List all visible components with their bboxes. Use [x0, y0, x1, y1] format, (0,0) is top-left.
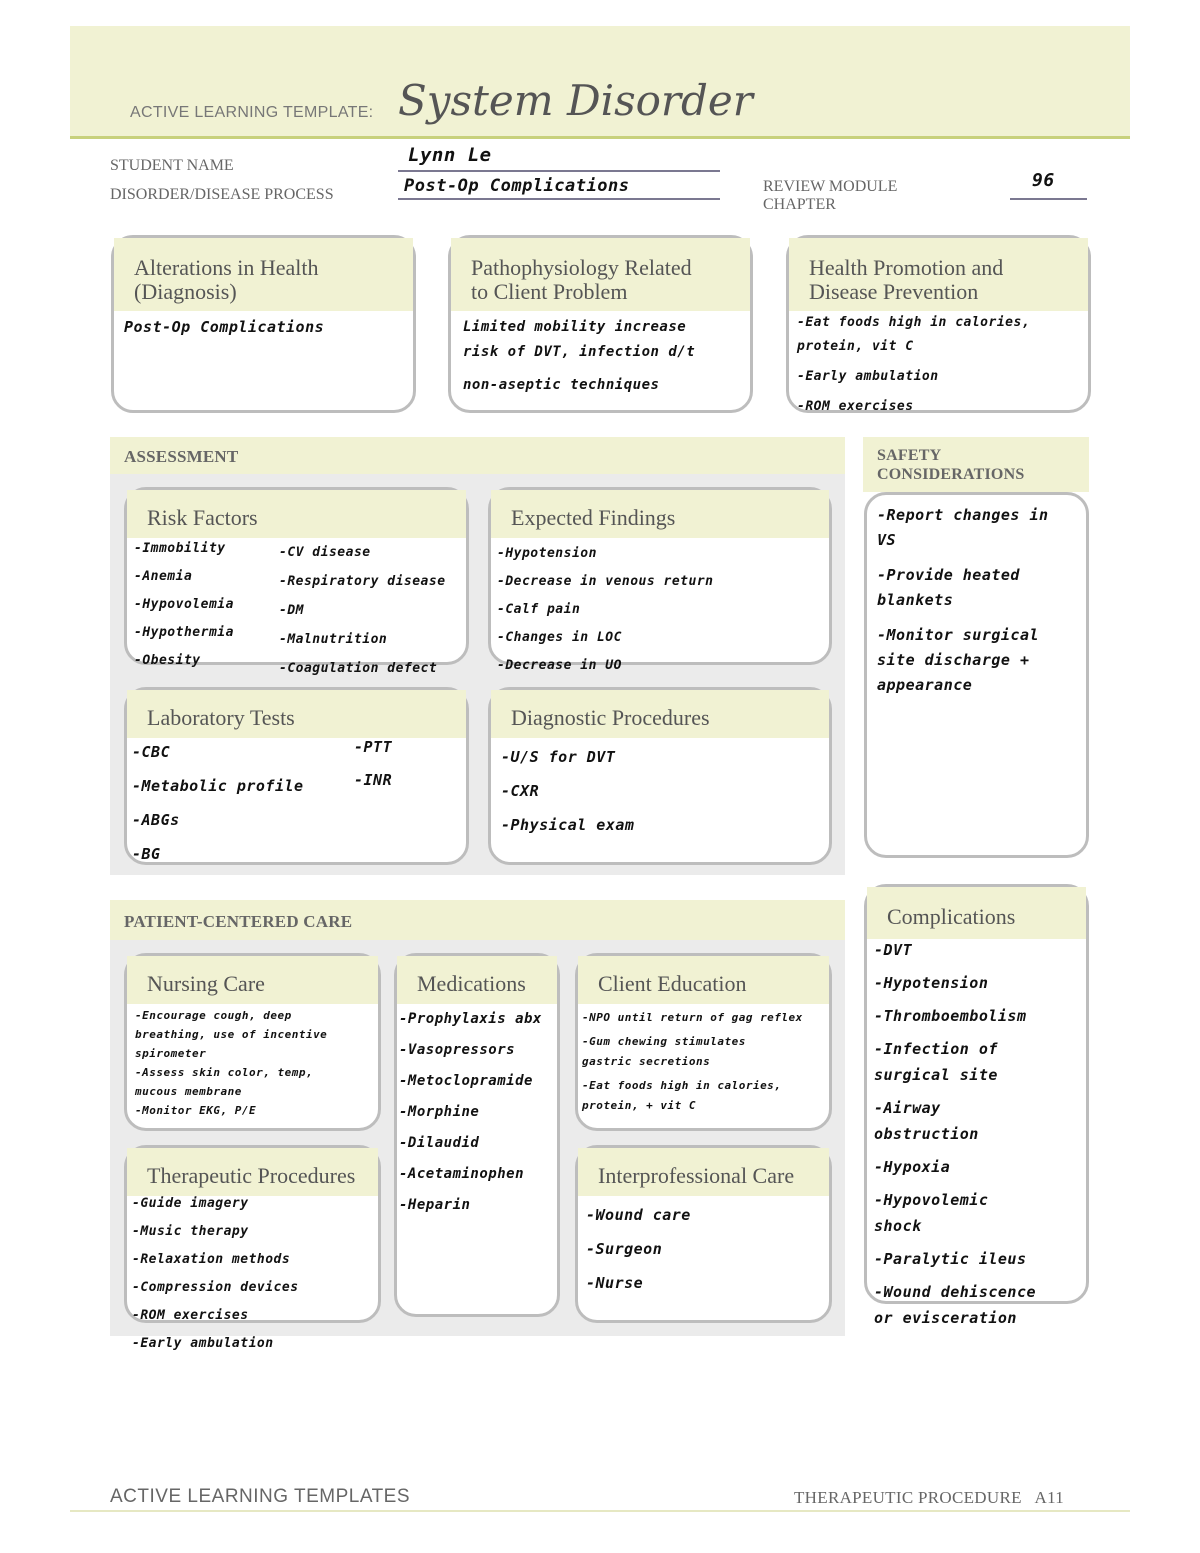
- client-education-item: protein, + vit C: [582, 1099, 696, 1112]
- interprofessional-item: -Surgeon: [586, 1240, 663, 1258]
- client-education-item: -Gum chewing stimulates: [582, 1035, 746, 1048]
- nursing-care-item: mucous membrane: [135, 1085, 242, 1098]
- review-underline: [1010, 198, 1087, 200]
- laboratory-tests-col-1[interactable]: [132, 735, 304, 871]
- complication-item: -Infection of: [874, 1040, 998, 1058]
- expected-findings-content[interactable]: [491, 538, 829, 682]
- review-label-line-2: CHAPTER: [763, 196, 836, 213]
- complication-item: obstruction: [874, 1125, 979, 1143]
- safety-item: blankets: [877, 591, 954, 609]
- medications-header: Medications: [397, 956, 557, 1004]
- complication-item: -DVT: [874, 941, 913, 959]
- client-education-item: gastric secretions: [582, 1055, 711, 1068]
- risk-factor-item: -Coagulation defect: [279, 661, 438, 676]
- health-promotion-title-2: Disease Prevention: [809, 279, 979, 304]
- interprofessional-item: -Nurse: [586, 1274, 644, 1292]
- nursing-care-item: spirometer: [135, 1047, 207, 1060]
- review-module-value[interactable]: 96: [1032, 170, 1055, 191]
- medication-item: -Metoclopramide: [399, 1073, 533, 1089]
- alterations-header: [114, 238, 413, 311]
- therapeutic-item: -Relaxation methods: [132, 1252, 291, 1267]
- pathophysiology-header: [451, 238, 750, 311]
- lab-test-item: -ABGs: [132, 811, 180, 829]
- safety-item: VS: [877, 531, 897, 549]
- disorder-label: DISORDER/DISEASE PROCESS: [110, 186, 334, 203]
- health-promotion-title-1: Health Promotion and: [809, 255, 1004, 280]
- lab-test-item: -Metabolic profile: [132, 777, 304, 795]
- medications-box: [394, 953, 560, 1317]
- interprofessional-item: -Wound care: [586, 1206, 691, 1224]
- disorder-underline: [398, 198, 720, 200]
- risk-factor-item: -DM: [279, 603, 304, 618]
- pathophysiology-line: risk of DVT, infection d/t: [463, 344, 696, 360]
- expected-findings-header: Expected Findings: [491, 490, 829, 538]
- review-label-line-1: REVIEW MODULE: [763, 178, 898, 195]
- interprofessional-care-box: [575, 1145, 832, 1323]
- student-name-value[interactable]: Lynn Le: [408, 144, 492, 166]
- complication-item: -Airway: [874, 1099, 941, 1117]
- alterations-title-1: Alterations in Health: [134, 255, 319, 280]
- medications-content[interactable]: [397, 1004, 557, 1221]
- risk-factor-item: -Respiratory disease: [279, 574, 446, 589]
- risk-factor-item: -Obesity: [134, 653, 201, 668]
- expected-finding-item: -Changes in LOC: [497, 630, 622, 645]
- nursing-care-item: -Monitor EKG, P/E: [135, 1104, 257, 1117]
- health-promotion-line: -Early ambulation: [797, 369, 939, 384]
- safety-content: [867, 495, 1086, 706]
- lab-test-item: -INR: [354, 771, 393, 789]
- template-label: ACTIVE LEARNING TEMPLATE:: [130, 104, 374, 121]
- risk-factor-item: -Malnutrition: [279, 632, 388, 647]
- client-education-item: -Eat foods high in calories,: [582, 1079, 782, 1092]
- alterations-box: [111, 235, 416, 413]
- health-promotion-content[interactable]: [789, 311, 1088, 419]
- medication-item: -Vasopressors: [399, 1042, 516, 1058]
- diagnostic-procedures-content[interactable]: [491, 738, 829, 844]
- complications-content[interactable]: [874, 937, 1036, 1331]
- complication-item: -Paralytic ileus: [874, 1250, 1027, 1268]
- header-divider: [70, 136, 1130, 139]
- footer-left: ACTIVE LEARNING TEMPLATES: [110, 1486, 411, 1507]
- patient-centered-header: PATIENT-CENTERED CARE: [110, 900, 845, 940]
- nursing-care-header: Nursing Care: [127, 956, 378, 1004]
- safety-item: appearance: [877, 676, 973, 694]
- template-title: System Disorder: [398, 76, 753, 125]
- complication-item: or evisceration: [874, 1309, 1017, 1327]
- lab-test-item: -CBC: [132, 743, 171, 761]
- pathophysiology-title-2: to Client Problem: [471, 279, 628, 304]
- therapeutic-item: -Guide imagery: [132, 1196, 249, 1211]
- therapeutic-item: -Early ambulation: [132, 1336, 274, 1351]
- safety-label-2: CONSIDERATIONS: [877, 466, 1025, 483]
- laboratory-tests-col-2[interactable]: [354, 731, 392, 797]
- assessment-header: ASSESSMENT: [110, 437, 845, 474]
- nursing-care-item: -Assess skin color, temp,: [135, 1066, 314, 1079]
- disorder-value[interactable]: Post-Op Complications: [404, 176, 630, 196]
- medication-item: -Morphine: [399, 1104, 480, 1120]
- therapeutic-item: -ROM exercises: [132, 1308, 249, 1323]
- alterations-title-2: (Diagnosis): [134, 279, 237, 304]
- pathophysiology-box: [448, 235, 753, 413]
- safety-box[interactable]: [864, 492, 1089, 858]
- pathophysiology-line: non-aseptic techniques: [463, 377, 660, 393]
- risk-factor-item: -CV disease: [279, 545, 371, 560]
- interprofessional-care-header: Interprofessional Care: [578, 1148, 829, 1196]
- nursing-care-item: -Encourage cough, deep: [135, 1009, 292, 1022]
- medication-item: -Heparin: [399, 1197, 471, 1213]
- diagnostic-item: -CXR: [501, 782, 540, 800]
- complication-item: -Wound dehiscence: [874, 1283, 1037, 1301]
- nursing-care-item: breathing, use of incentive: [135, 1028, 328, 1041]
- laboratory-tests-header: Laboratory Tests: [127, 690, 466, 738]
- safety-item: -Monitor surgical: [877, 626, 1040, 644]
- medication-item: -Prophylaxis abx: [399, 1011, 542, 1027]
- pathophysiology-line: Limited mobility increase: [463, 319, 687, 335]
- footer-divider: [70, 1510, 1130, 1512]
- complication-item: -Thromboembolism: [874, 1007, 1027, 1025]
- pathophysiology-content[interactable]: [451, 311, 750, 402]
- expected-finding-item: -Hypotension: [497, 546, 597, 561]
- risk-factors-col-2[interactable]: [279, 538, 446, 683]
- safety-item: site discharge +: [877, 651, 1030, 669]
- risk-factor-item: -Hypovolemia: [134, 597, 234, 612]
- expected-finding-item: -Decrease in UO: [497, 658, 622, 673]
- nursing-care-content[interactable]: [127, 1004, 378, 1122]
- health-promotion-header: [789, 238, 1088, 311]
- lab-test-item: -BG: [132, 845, 161, 863]
- risk-factor-item: -Anemia: [134, 569, 193, 584]
- client-education-content[interactable]: [578, 1004, 829, 1120]
- therapeutic-item: -Music therapy: [132, 1224, 249, 1239]
- alterations-line: Post-Op Complications: [124, 318, 325, 336]
- lab-test-item: -PTT: [354, 738, 393, 756]
- complications-header: Complications: [867, 887, 1086, 939]
- student-name-label: STUDENT NAME: [110, 157, 234, 174]
- therapeutic-procedures-content[interactable]: [132, 1190, 299, 1358]
- expected-findings-box: [488, 487, 832, 673]
- footer-right: THERAPEUTIC PROCEDURE A11: [794, 1488, 1065, 1507]
- safety-label-1: SAFETY: [877, 447, 942, 464]
- complication-item: surgical site: [874, 1066, 998, 1084]
- therapeutic-procedures-header: Therapeutic Procedures: [127, 1148, 378, 1196]
- review-module-label: [763, 178, 897, 214]
- risk-factor-item: -Immobility: [134, 541, 226, 556]
- diagnostic-item: -U/S for DVT: [501, 748, 616, 766]
- risk-factor-item: -Hypothermia: [134, 625, 234, 640]
- complication-item: -Hypovolemic: [874, 1191, 989, 1209]
- safety-item: -Provide heated: [877, 566, 1020, 584]
- client-education-header: Client Education: [578, 956, 829, 1004]
- safety-item: -Report changes in: [877, 506, 1049, 524]
- student-name-underline: [398, 170, 720, 172]
- health-promotion-line: -ROM exercises: [797, 399, 914, 414]
- medication-item: -Acetaminophen: [399, 1166, 525, 1182]
- complication-item: -Hypoxia: [874, 1158, 951, 1176]
- complication-item: shock: [874, 1217, 922, 1235]
- safety-header: [863, 437, 1089, 492]
- pathophysiology-title-1: Pathophysiology Related: [471, 255, 692, 280]
- health-promotion-box: [786, 235, 1091, 413]
- health-promotion-line: -Eat foods high in calories,: [797, 315, 1031, 330]
- client-education-item: -NPO until return of gag reflex: [582, 1011, 803, 1024]
- therapeutic-item: -Compression devices: [132, 1280, 299, 1295]
- risk-factors-header: Risk Factors: [127, 490, 466, 538]
- diagnostic-item: -Physical exam: [501, 816, 635, 834]
- health-promotion-line: protein, vit C: [797, 339, 914, 354]
- diagnostic-procedures-header: Diagnostic Procedures: [491, 690, 829, 738]
- diagnostic-procedures-box: [488, 687, 832, 865]
- expected-finding-item: -Calf pain: [497, 602, 581, 617]
- medication-item: -Dilaudid: [399, 1135, 480, 1151]
- risk-factors-col-1[interactable]: [134, 535, 234, 675]
- nursing-care-box: [124, 953, 381, 1131]
- interprofessional-care-content[interactable]: [578, 1196, 829, 1302]
- client-education-box: [575, 953, 832, 1131]
- complication-item: -Hypotension: [874, 974, 989, 992]
- alterations-content[interactable]: [114, 311, 413, 343]
- expected-finding-item: -Decrease in venous return: [497, 574, 714, 589]
